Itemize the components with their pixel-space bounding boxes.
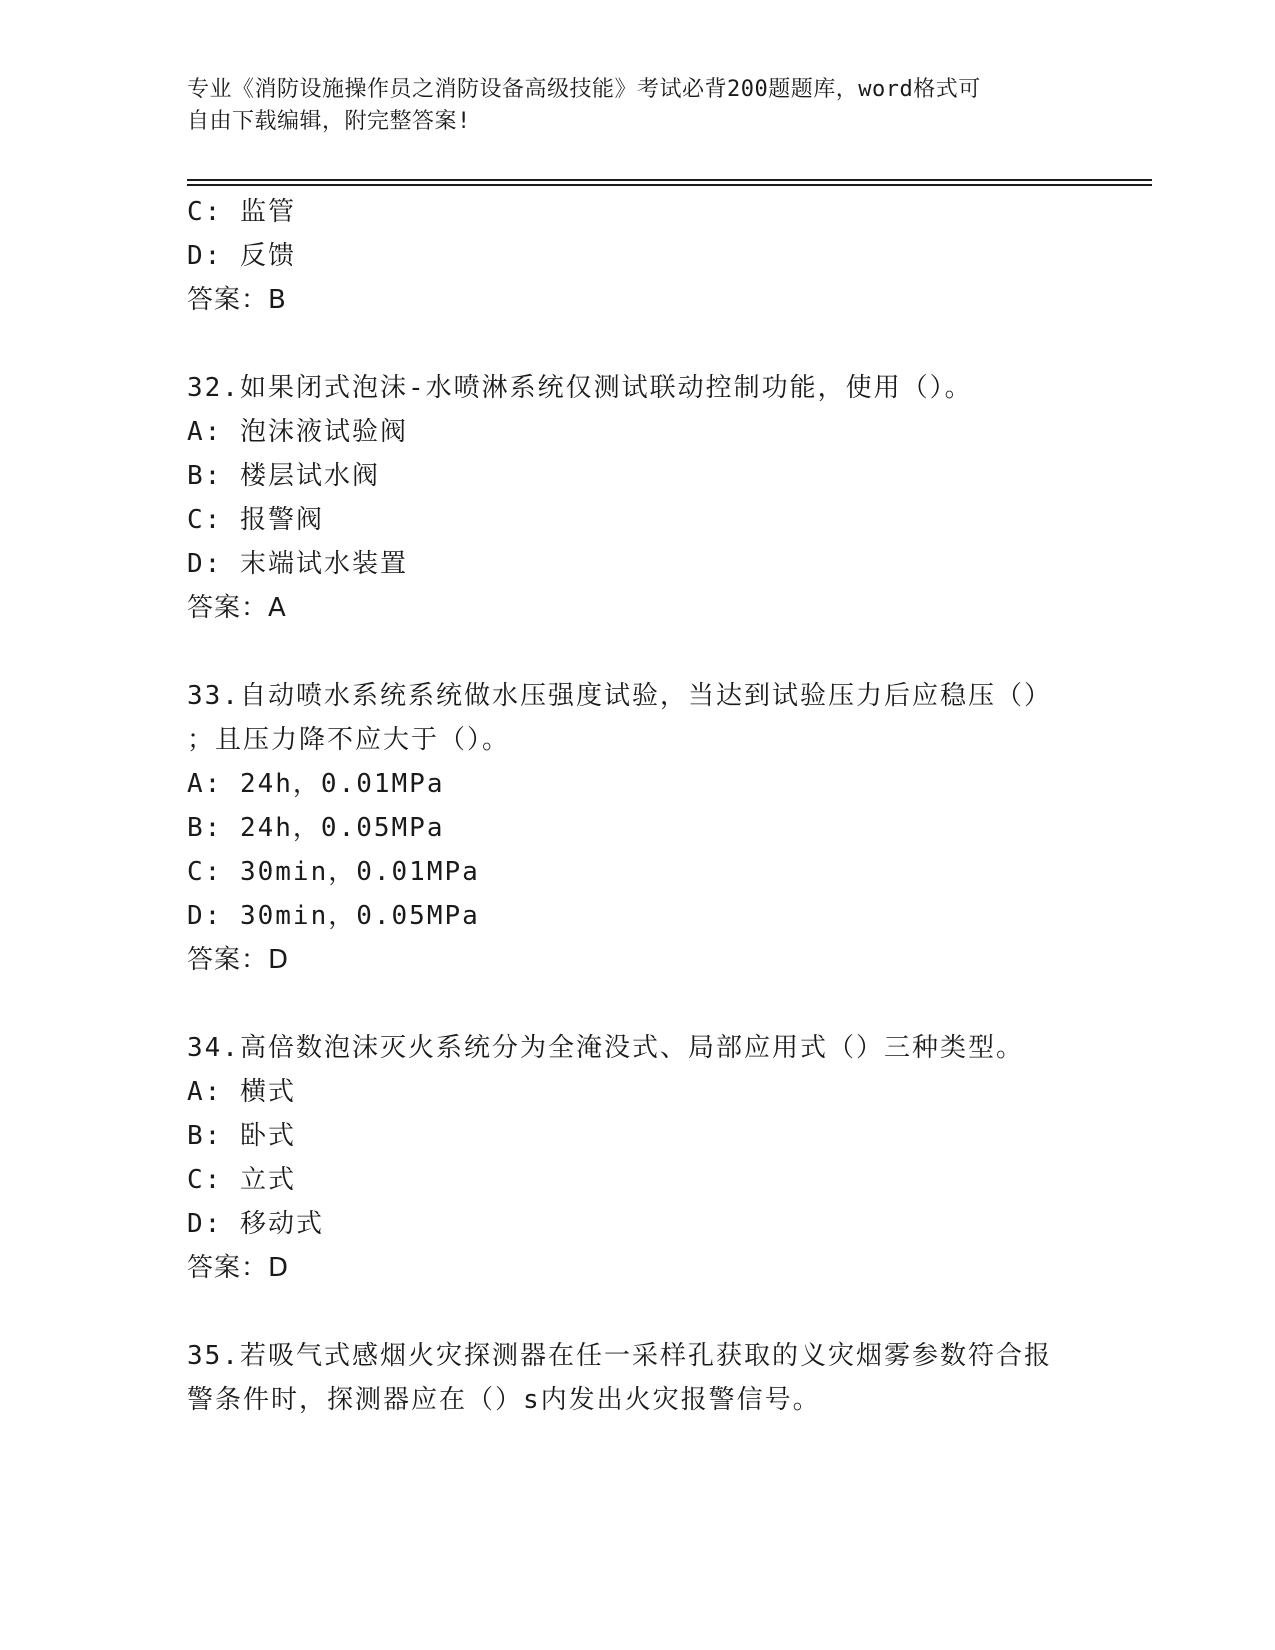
option-line: A: 泡沫液试验阀 — [187, 417, 408, 447]
question-line: 35.若吸气式感烟火灾探测器在任一采样孔获取的义灾烟雾参数符合报 — [187, 1341, 1052, 1371]
answer-line: 答案：B — [187, 285, 287, 315]
header-line-2: 自由下载编辑，附完整答案! — [187, 109, 471, 134]
option-line: C: 监管 — [187, 197, 296, 227]
answer-line: 答案：D — [187, 1253, 290, 1283]
header-line-1: 专业《消防设施操作员之消防设备高级技能》考试必背200题题库，word格式可 — [187, 77, 981, 102]
question-line: 警条件时，探测器应在（）s内发出火灾报警信号。 — [187, 1385, 821, 1415]
question-line: ；且压力降不应大于（）。 — [187, 725, 511, 755]
answer-line: 答案：A — [187, 593, 287, 623]
option-line: C: 30min，0.01MPa — [187, 857, 480, 887]
option-line: D: 末端试水装置 — [187, 549, 408, 579]
option-line: A: 24h，0.01MPa — [187, 769, 445, 799]
option-line: C: 立式 — [187, 1165, 296, 1195]
answer-line: 答案：D — [187, 945, 290, 975]
option-line: A: 横式 — [187, 1077, 296, 1107]
option-line: D: 反馈 — [187, 241, 296, 271]
document-header — [187, 74, 1067, 138]
option-line: C: 报警阀 — [187, 505, 324, 535]
header-divider-bottom — [187, 184, 1152, 186]
option-line: B: 24h，0.05MPa — [187, 813, 445, 843]
question-line: 33.自动喷水系统系统做水压强度试验，当达到试验压力后应稳压（） — [187, 681, 1052, 711]
option-line: B: 楼层试水阀 — [187, 461, 380, 491]
option-line: D: 移动式 — [187, 1209, 324, 1239]
option-line: D: 30min，0.05MPa — [187, 901, 480, 931]
header-divider-top — [187, 179, 1152, 181]
question-line: 32.如果闭式泡沫-水喷淋系统仅测试联动控制功能，使用（）。 — [187, 373, 973, 403]
question-line: 34.高倍数泡沫灭火系统分为全淹没式、局部应用式（）三种类型。 — [187, 1033, 1024, 1063]
option-line: B: 卧式 — [187, 1121, 296, 1151]
